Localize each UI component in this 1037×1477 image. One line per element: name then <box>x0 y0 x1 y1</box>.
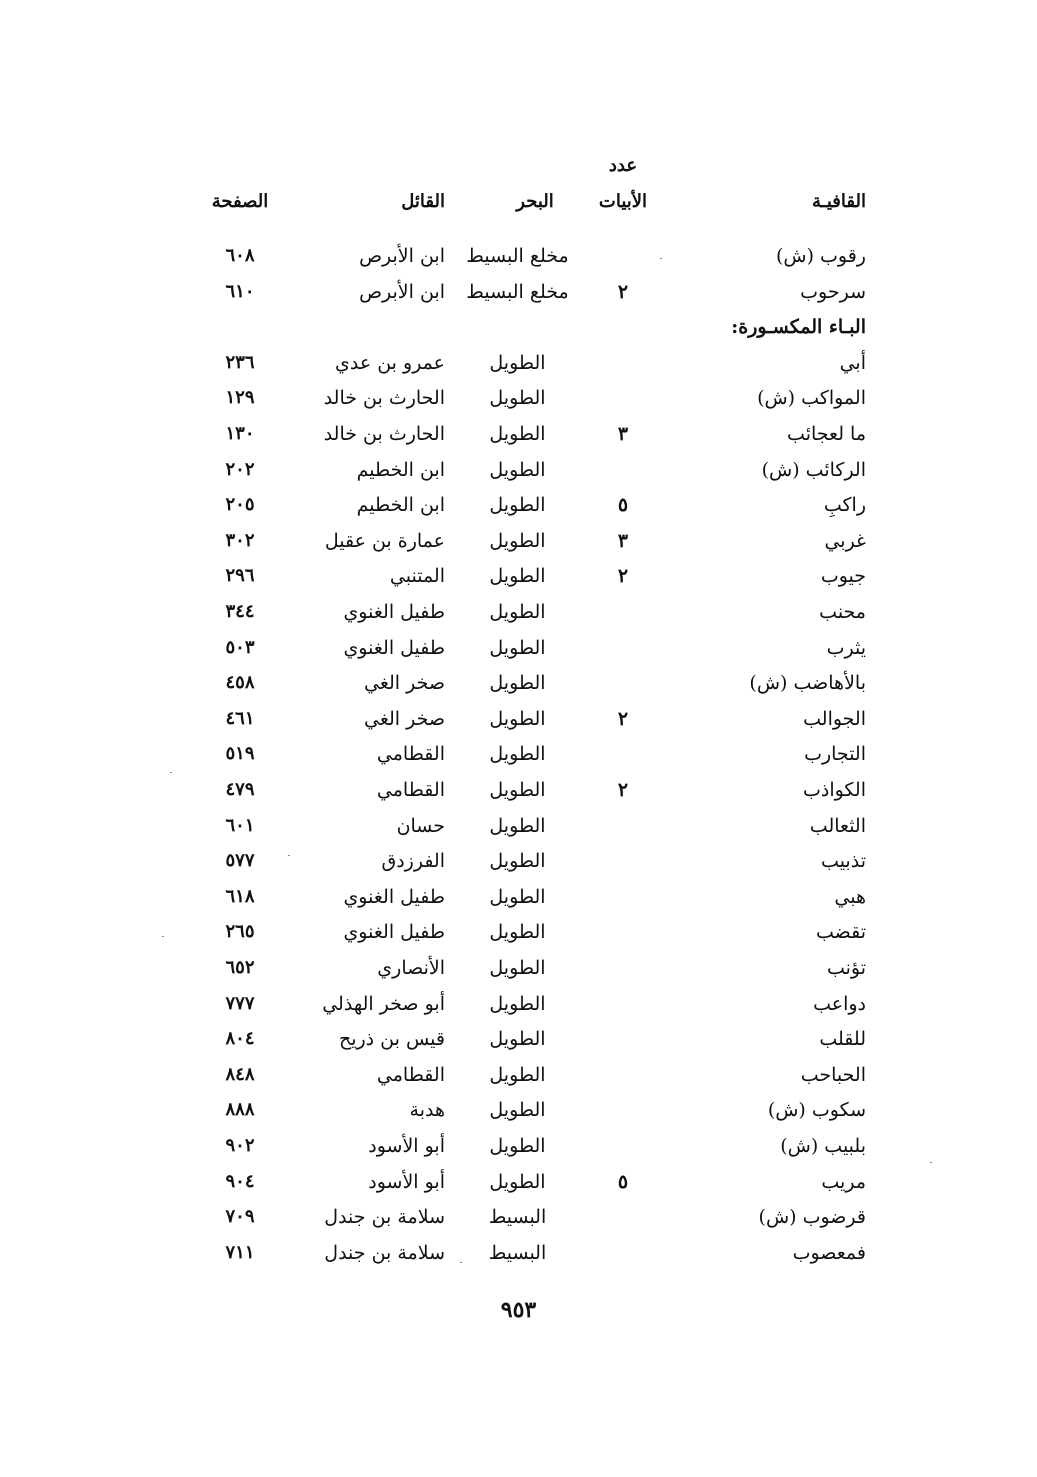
meter-cell: الطويل <box>489 672 546 694</box>
verse-count-cell: ٢ <box>617 281 629 303</box>
scan-mark <box>162 936 164 937</box>
meter-cell: الطويل <box>489 1064 546 1086</box>
poet-cell: سلامة بن جندل <box>324 1242 445 1264</box>
meter-cell: الطويل <box>489 530 546 552</box>
rhyme-cell: التجارب <box>804 743 866 765</box>
poet-cell: طفيل الغنوي <box>343 601 445 623</box>
page-cell: ٦٥٢ <box>225 957 255 978</box>
poet-cell: ابن الخطيم <box>356 494 445 516</box>
meter-cell: الطويل <box>489 850 546 872</box>
meter-cell: الطويل <box>489 1135 546 1157</box>
meter-cell: الطويل <box>489 1028 546 1050</box>
page-cell: ٩٠٤ <box>225 1171 255 1192</box>
page-cell: ٧٧٧ <box>225 993 255 1014</box>
meter-cell: الطويل <box>489 387 546 409</box>
poet-cell: الحارث بن خالد <box>323 423 445 445</box>
page-cell: ٥١٩ <box>225 743 255 764</box>
poet-cell: القطامي <box>376 1064 445 1086</box>
rhyme-cell: أبي <box>839 352 866 374</box>
verse-count-cell: ٢ <box>617 779 629 801</box>
rhyme-cell: محنب <box>819 601 866 623</box>
page-cell: ٨٤٨ <box>225 1064 255 1085</box>
rhyme-cell: هبي <box>834 886 866 908</box>
page-cell: ٩٠٢ <box>225 1135 255 1156</box>
verse-count-cell: ٢ <box>617 708 629 730</box>
scan-mark <box>660 258 662 259</box>
rhyme-cell: المواكب (ش) <box>757 387 866 409</box>
rhyme-cell: غربي <box>824 530 866 552</box>
rhyme-cell: يثرب <box>826 637 866 659</box>
meter-cell: مخلع البسيط <box>466 281 569 303</box>
page-cell: ٤٦١ <box>225 708 255 729</box>
poet-cell: أبو الأسود <box>368 1171 445 1193</box>
meter-cell: الطويل <box>489 459 546 481</box>
meter-cell: الطويل <box>489 1171 546 1193</box>
header-bahr: البحر <box>516 191 554 212</box>
page-cell: ٨٠٤ <box>225 1028 255 1049</box>
page-cell: ٦٠١ <box>225 815 255 836</box>
poet-cell: حسان <box>396 815 445 837</box>
page-cell: ٢٦٥ <box>225 921 255 942</box>
poet-cell: طفيل الغنوي <box>343 886 445 908</box>
page-cell: ٦١٠ <box>225 281 255 302</box>
poet-cell: ابن الأبرص <box>359 245 445 267</box>
poet-cell: الحارث بن خالد <box>323 387 445 409</box>
meter-cell: البسيط <box>488 1206 547 1228</box>
poet-cell: هدبة <box>409 1099 445 1121</box>
page-cell: ٧١١ <box>225 1242 255 1263</box>
rhyme-cell: بلبيب (ش) <box>780 1135 866 1157</box>
meter-cell: الطويل <box>489 494 546 516</box>
poet-cell: طفيل الغنوي <box>343 637 445 659</box>
verse-count-cell: ٥ <box>617 1171 629 1193</box>
poet-cell: المتنبي <box>389 565 445 587</box>
poet-cell: عمارة بن عقيل <box>324 530 445 552</box>
meter-cell: الطويل <box>489 708 546 730</box>
page-number: ٩٥٣ <box>500 1297 537 1323</box>
meter-cell: الطويل <box>489 423 546 445</box>
poet-cell: عمرو بن عدي <box>335 352 445 374</box>
section-heading: البـاء المكسـورة: <box>731 316 866 338</box>
meter-cell: الطويل <box>489 601 546 623</box>
rhyme-cell: الجوالب <box>803 708 866 730</box>
scan-mark <box>288 855 290 856</box>
poet-cell: ابن الخطيم <box>356 459 445 481</box>
poet-cell: سلامة بن جندل <box>324 1206 445 1228</box>
header-qafia: القافيـة <box>811 191 866 212</box>
page-cell: ٢٩٦ <box>225 565 255 586</box>
poet-cell: صخر الغي <box>364 708 445 730</box>
page-cell: ٤٥٨ <box>225 672 255 693</box>
rhyme-cell: دواعب <box>813 993 866 1015</box>
verse-count-cell: ٣ <box>617 530 629 552</box>
poet-cell: ابن الأبرص <box>359 281 445 303</box>
header-count: الأبيات <box>598 191 648 212</box>
page-cell: ٧٠٩ <box>225 1206 255 1227</box>
page-cell: ١٢٩ <box>225 387 255 408</box>
header-qail: القائل <box>401 191 445 212</box>
verse-count-cell: ٢ <box>617 565 629 587</box>
page-cell: ١٣٠ <box>225 423 255 444</box>
poet-cell: القطامي <box>376 743 445 765</box>
page-cell: ٦٠٨ <box>225 245 255 266</box>
rhyme-cell: الثعالب <box>809 815 866 837</box>
rhyme-cell: جيوب <box>820 565 866 587</box>
rhyme-cell: تقضب <box>815 921 866 943</box>
rhyme-cell: بالأهاضب (ش) <box>749 672 866 694</box>
page-cell: ٥٧٧ <box>225 850 255 871</box>
page-cell: ٢٠٥ <box>225 494 255 515</box>
page-cell: ٣٤٤ <box>225 601 255 622</box>
meter-cell: الطويل <box>489 743 546 765</box>
page-cell: ٣٠٢ <box>225 530 255 551</box>
meter-cell: الطويل <box>489 886 546 908</box>
poet-cell: الفرزدق <box>381 850 445 872</box>
verse-count-cell: ٥ <box>617 494 629 516</box>
meter-cell: مخلع البسيط <box>466 245 569 267</box>
meter-cell: الطويل <box>489 565 546 587</box>
page-cell: ٨٨٨ <box>225 1099 255 1120</box>
poet-cell: أبو الأسود <box>368 1135 445 1157</box>
rhyme-cell: تذبيب <box>821 850 866 872</box>
rhyme-cell: قرضوب (ش) <box>758 1206 866 1228</box>
poet-cell: الأنصاري <box>377 957 445 979</box>
poet-cell: القطامي <box>376 779 445 801</box>
meter-cell: الطويل <box>489 957 546 979</box>
rhyme-cell: الركائب (ش) <box>761 459 866 481</box>
scan-mark <box>930 1162 932 1163</box>
verse-count-cell: ٣ <box>617 423 629 445</box>
scan-mark <box>460 1262 462 1263</box>
meter-cell: الطويل <box>489 921 546 943</box>
header-count-top: عدد <box>608 155 638 176</box>
page-cell: ٢٠٢ <box>225 459 255 480</box>
rhyme-cell: فمعصوب <box>792 1242 866 1264</box>
poet-cell: أبو صخر الهذلي <box>322 993 445 1015</box>
meter-cell: البسيط <box>488 1242 547 1264</box>
poet-cell: قيس بن ذريح <box>338 1028 445 1050</box>
meter-cell: الطويل <box>489 352 546 374</box>
rhyme-cell: سرحوب <box>800 281 866 303</box>
page-cell: ٤٧٩ <box>225 779 255 800</box>
rhyme-cell: ما لعجائب <box>787 423 866 445</box>
rhyme-cell: راكبِ <box>823 494 866 516</box>
rhyme-cell: تؤنب <box>826 957 866 979</box>
meter-cell: الطويل <box>489 637 546 659</box>
rhyme-cell: الكواذب <box>802 779 866 801</box>
rhyme-cell: مريب <box>821 1171 866 1193</box>
scan-mark <box>170 772 172 773</box>
header-page: الصفحة <box>211 191 269 212</box>
meter-cell: الطويل <box>489 993 546 1015</box>
rhyme-cell: الحباحب <box>800 1064 866 1086</box>
rhyme-cell: سكوب (ش) <box>767 1099 866 1121</box>
poet-cell: صخر الغي <box>364 672 445 694</box>
rhyme-cell: رقوب (ش) <box>775 245 866 267</box>
poet-cell: طفيل الغنوي <box>343 921 445 943</box>
meter-cell: الطويل <box>489 779 546 801</box>
page-cell: ٥٠٣ <box>225 637 255 658</box>
page-cell: ٢٣٦ <box>225 352 255 373</box>
meter-cell: الطويل <box>489 815 546 837</box>
page-cell: ٦١٨ <box>225 886 255 907</box>
meter-cell: الطويل <box>489 1099 546 1121</box>
rhyme-cell: للقلب <box>819 1028 866 1050</box>
